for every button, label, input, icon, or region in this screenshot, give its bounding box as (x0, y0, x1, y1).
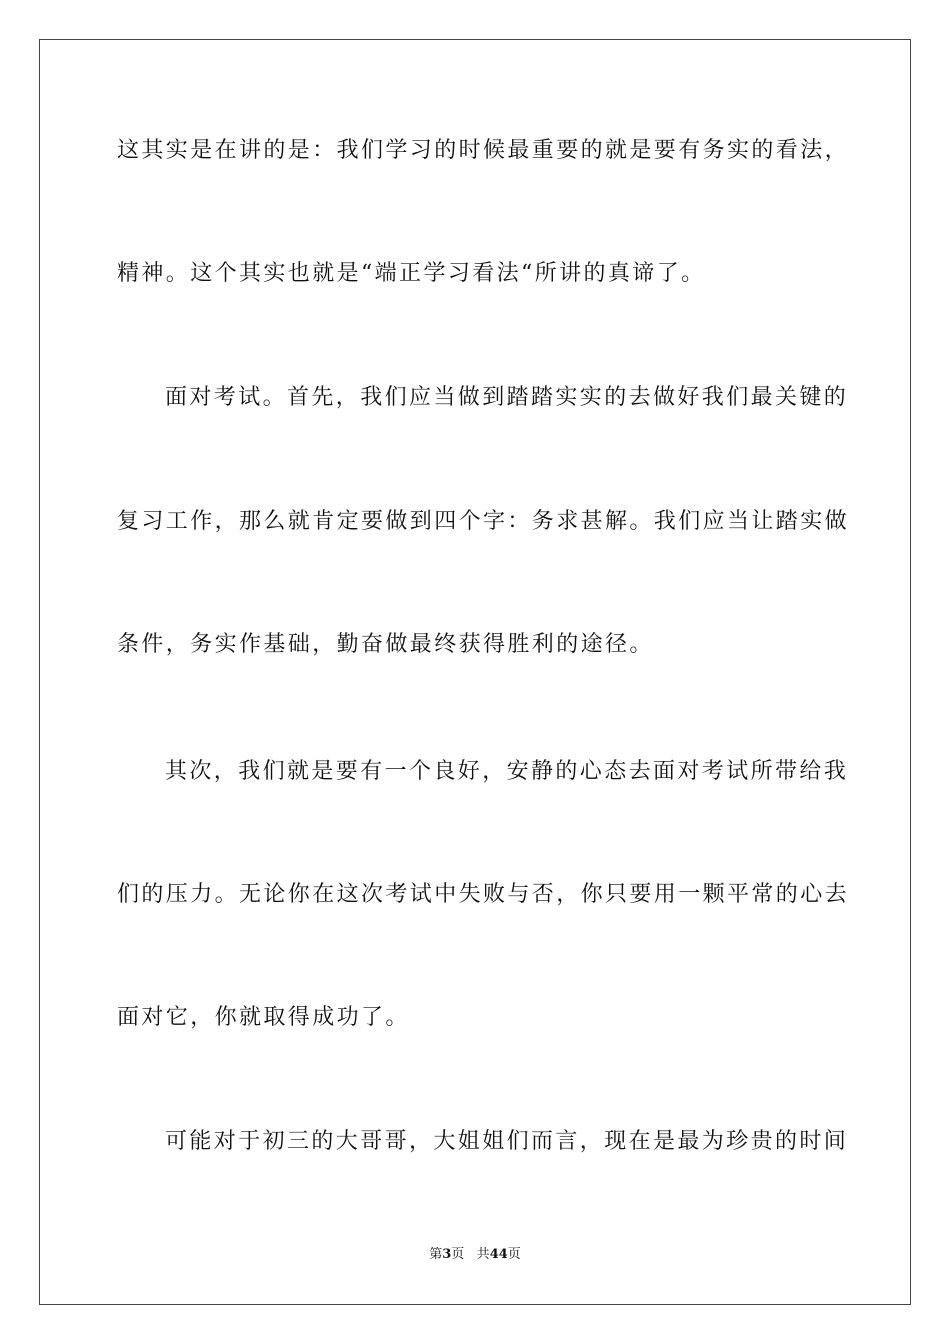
text-line-7: 们的压力。无论你在这次考试中失败与否，你只要用一颗平常的心去 (117, 882, 850, 907)
text-line-4: 复习工作，那么就肯定要做到四个字：务求甚解。我们应当让踏实做 (117, 509, 850, 534)
text-line-1: 这其实是在讲的是：我们学习的时候最重要的就是要有务实的看法， (117, 138, 850, 163)
footer-page-number: 3 (442, 1247, 452, 1262)
text-line-6: 其次，我们就是要有一个良好，安静的心态去面对考试所带给我 (165, 759, 849, 784)
text-line-3: 面对考试。首先，我们应当做到踏踏实实的去做好我们最关键的 (165, 385, 849, 410)
text-line-8: 面对它，你就取得成功了。 (117, 1005, 410, 1030)
footer-total-prefix: 共 (476, 1247, 490, 1262)
footer-total-number: 44 (489, 1247, 508, 1262)
page-border (39, 39, 911, 1305)
text-line-5: 条件，务实作基础，勤奋做最终获得胜利的途径。 (117, 632, 654, 657)
text-line-2: 精神。这个其实也就是“端正学习看法“所讲的真谛了。 (117, 261, 706, 286)
footer-total-suffix: 页 (507, 1247, 521, 1262)
footer-page-suffix: 页 (451, 1247, 465, 1262)
text-line-9: 可能对于初三的大哥哥，大姐姐们而言，现在是最为珍贵的时间 (165, 1129, 849, 1154)
footer-page-prefix: 第 (429, 1247, 443, 1262)
page-footer (0, 1246, 950, 1264)
